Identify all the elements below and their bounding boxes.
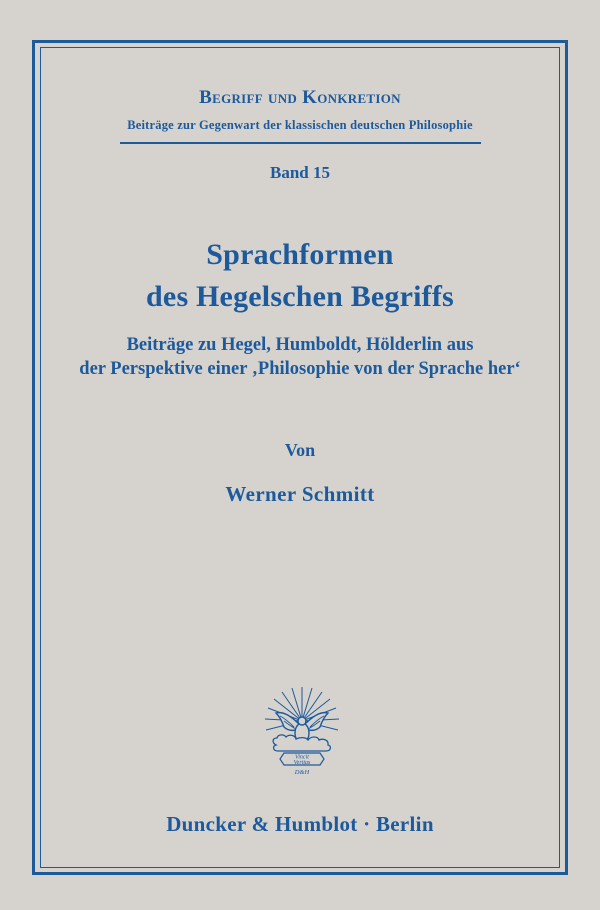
series-title: Begriff und Konkretion <box>199 87 401 108</box>
book-subtitle-line-1: Beiträge zu Hegel, Humboldt, Hölderlin aus <box>126 335 474 355</box>
by-label: Von <box>284 440 316 460</box>
logo-motto-line-2: Veritas <box>293 760 311 766</box>
series-divider <box>120 142 481 144</box>
book-title-line-1: Sprachformen <box>206 238 394 271</box>
series-subtitle: Beiträge zur Gegenwart der klassischen deutschen Philosophie <box>127 118 473 132</box>
publisher-imprint: Duncker & Humblot · Berlin <box>166 812 434 836</box>
author-name: Werner Schmitt <box>225 482 375 506</box>
volume-number: Band 15 <box>270 163 330 182</box>
logo-motto-line-1: Vincit <box>295 754 309 761</box>
book-title-line-2: des Hegelschen Begriffs <box>146 280 454 313</box>
book-subtitle-line-2: der Perspektive einer ‚Philosophie von der Sprache her‘ <box>79 359 521 379</box>
logo-initials: D&H <box>294 769 310 776</box>
eagle-logo-icon <box>262 683 342 778</box>
